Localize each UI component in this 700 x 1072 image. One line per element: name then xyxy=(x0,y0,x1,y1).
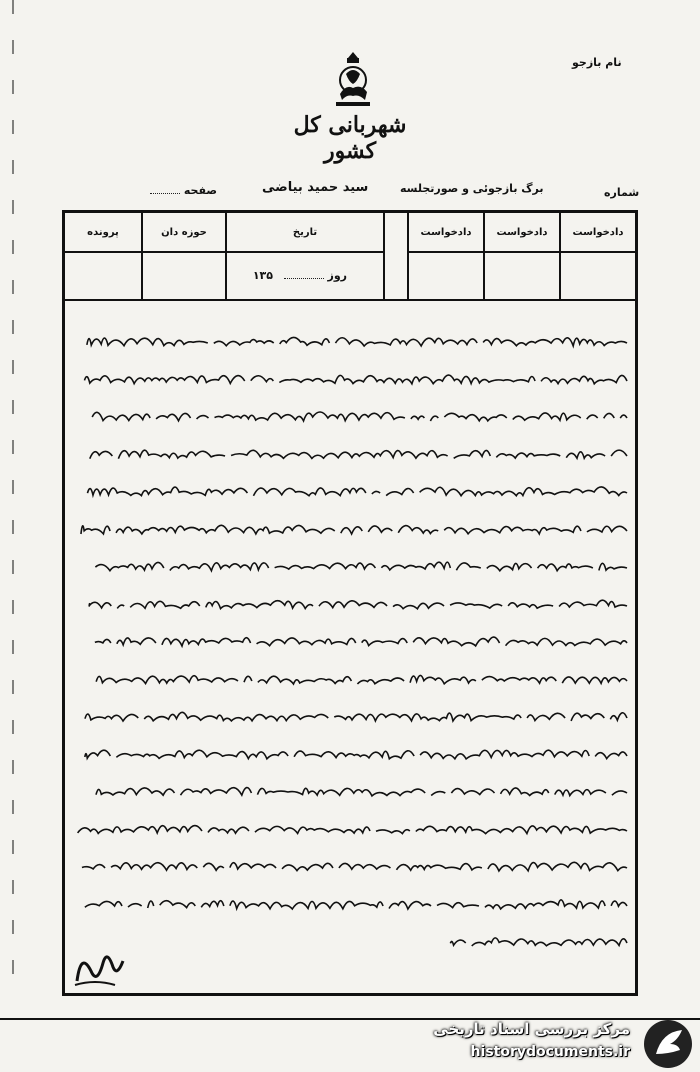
page-title: شهربانی کل کشور xyxy=(293,112,407,164)
handwritten-line xyxy=(69,444,631,466)
handwritten-line xyxy=(69,594,631,616)
handwriting-stroke xyxy=(96,675,627,684)
fold-line xyxy=(12,0,14,1000)
handwriting-stroke xyxy=(95,562,627,571)
column-file xyxy=(65,213,141,299)
handwriting-stroke xyxy=(81,337,627,346)
column-spacer xyxy=(383,213,407,299)
column-header: تاریخ xyxy=(227,213,383,253)
archive-logo-icon xyxy=(642,1018,694,1070)
handwritten-line xyxy=(69,556,631,578)
column-header: دادخواست xyxy=(409,213,483,253)
handwritten-line xyxy=(69,406,631,428)
form-table xyxy=(62,210,638,996)
handwritten-line xyxy=(69,744,631,766)
date-year: ۱۳۵ xyxy=(252,269,273,282)
handwriting-stroke xyxy=(79,899,627,908)
watermark xyxy=(420,1014,700,1072)
handwriting-stroke xyxy=(81,525,627,534)
column-plaintiff-2 xyxy=(483,213,559,299)
handwritten-line xyxy=(69,856,631,878)
handwriting-stroke xyxy=(78,825,627,833)
handwritten-line xyxy=(69,931,631,953)
handwritten-line xyxy=(69,519,631,541)
interrogation-line-label: برگ بازجوئی و صورتجلسه xyxy=(400,182,544,195)
handwriting-stroke xyxy=(86,412,627,421)
handwriting-stroke xyxy=(84,375,627,384)
handwritten-line xyxy=(69,669,631,691)
subject-name: سید حمید بیاضی xyxy=(262,180,369,195)
case-label: نام بازجو xyxy=(572,56,622,69)
watermark-url: historydocuments.ir xyxy=(470,1044,630,1060)
column-header: دادخواست xyxy=(561,213,635,253)
handwritten-line xyxy=(69,481,631,503)
table-header-row xyxy=(65,213,635,301)
page-label: صفحه xyxy=(150,184,217,197)
handwriting-stroke xyxy=(89,600,627,609)
handwriting-stroke xyxy=(90,450,627,459)
lion-and-sun-emblem-icon xyxy=(328,50,378,112)
handwriting-stroke xyxy=(96,788,627,796)
column-header: دادخواست xyxy=(485,213,559,253)
handwriting-stroke xyxy=(450,938,627,946)
column-header: حوزه دان xyxy=(143,213,225,253)
handwriting-stroke xyxy=(87,487,627,496)
handwritten-line xyxy=(69,819,631,841)
handwritten-line xyxy=(69,631,631,653)
column-header: پرونده xyxy=(65,213,141,253)
handwritten-line xyxy=(69,369,631,391)
column-plaintiff-3 xyxy=(407,213,483,299)
column-plaintiff-1 xyxy=(559,213,635,299)
column-district xyxy=(141,213,225,299)
handwriting-stroke xyxy=(82,862,627,871)
handwriting-stroke xyxy=(85,750,627,759)
handwritten-line xyxy=(69,331,631,353)
watermark-title: مرکز بررسی اسناد تاریخی xyxy=(433,1020,630,1038)
handwriting-stroke xyxy=(95,637,627,646)
handwritten-line xyxy=(69,706,631,728)
handwritten-line xyxy=(69,894,631,916)
date-day-label: روز xyxy=(284,269,347,282)
column-date xyxy=(225,213,383,299)
handwriting-stroke xyxy=(85,712,627,721)
number-label: شماره xyxy=(604,186,640,199)
signature-scribble xyxy=(69,941,129,991)
handwritten-line xyxy=(69,781,631,803)
